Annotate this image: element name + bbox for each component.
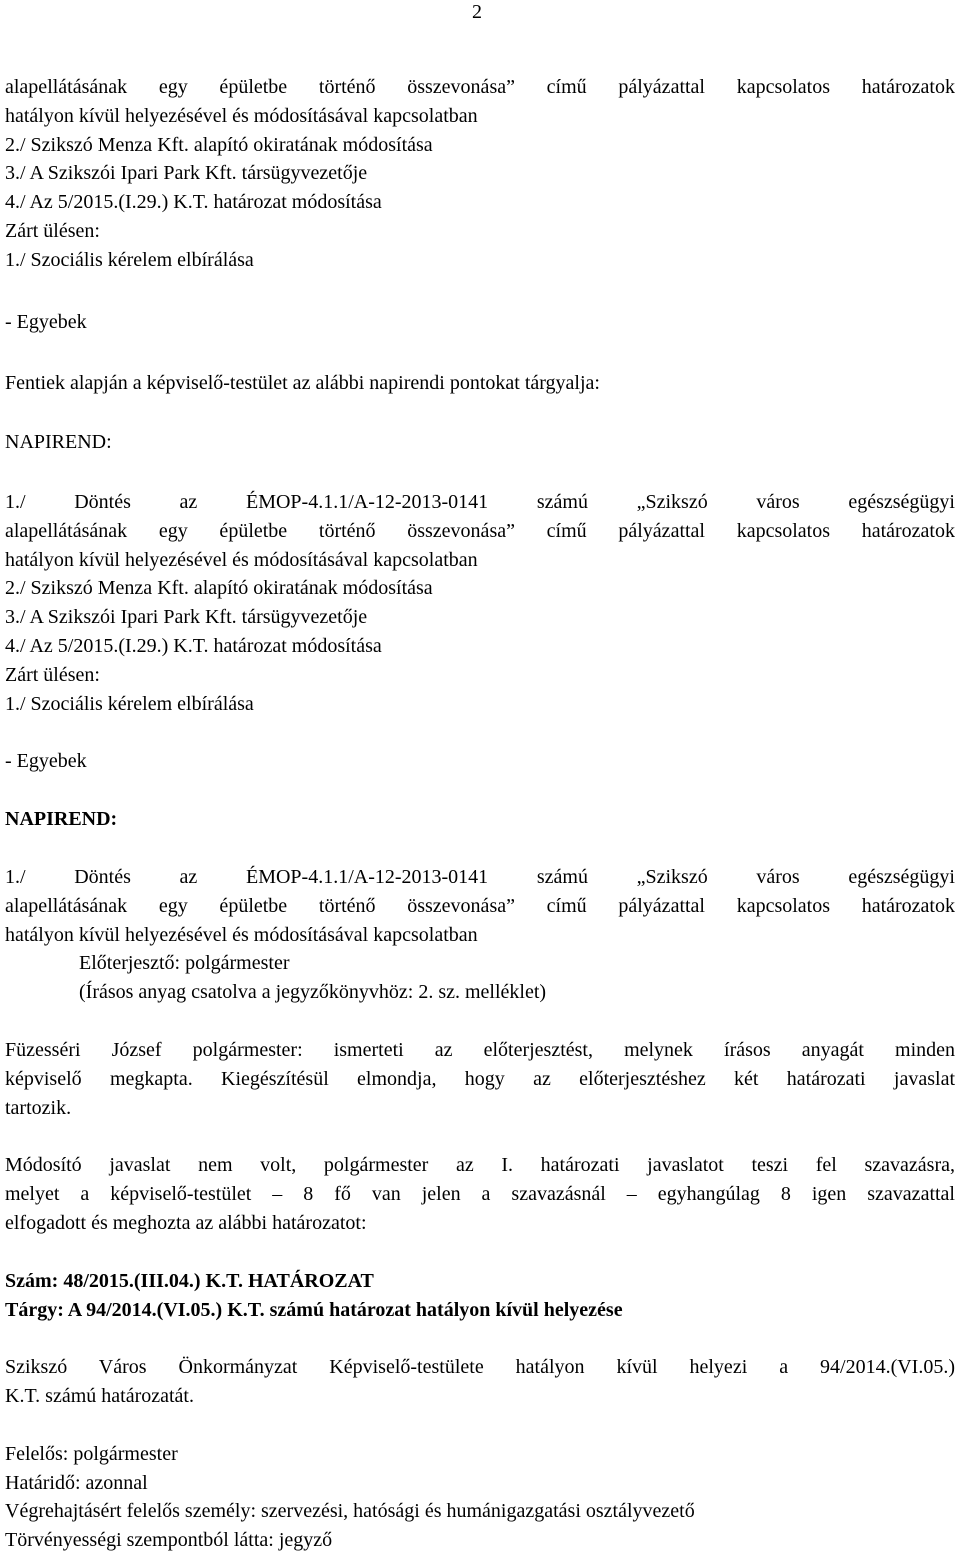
page-number: 2	[472, 1, 482, 23]
resolution-text-line-1: Szikszó Város Önkormányzat Képviselő-testülete hatályon kívül helyezi a 94/2014.(VI.05.)	[5, 1356, 955, 1379]
mayor-statement-line-2: képviselő megkapta. Kiegészítésül elmondja, hogy az előterjesztéshez két határozati javaslat	[5, 1067, 955, 1090]
resolution-number: Szám: 48/2015.(III.04.) K.T. HATÁROZAT	[5, 1269, 374, 1292]
mayor-statement-line-1: Füzesséri József polgármester: ismerteti az előterjesztést, melynek írásos anyagát minden	[5, 1038, 955, 1061]
agenda-item-4: 4./ Az 5/2015.(I.29.) K.T. határozat módosítása	[5, 634, 382, 657]
resolution-text-line-2: K.T. számú határozatát.	[5, 1385, 194, 1408]
agenda-item-3: 3./ A Szikszói Ipari Park Kft. társügyvezetője	[5, 606, 368, 629]
agenda-detail-item-1-line-1: 1./ Döntés az ÉMOP-4.1.1/A-12-2013-0141 számú „Szikszó város egészségügyi	[5, 865, 955, 888]
continued-item-4: 4./ Az 5/2015.(I.29.) K.T. határozat módosítása	[5, 191, 382, 214]
resolution-subject: Tárgy: A 94/2014.(VI.05.) K.T. számú határozat hatályon kívül helyezése	[5, 1298, 623, 1321]
vote-line-2: melyet a képviselő-testület – 8 fő van jelen a szavazásnál – egyhangúlag 8 igen szavazattal	[5, 1183, 955, 1206]
agenda-item-2: 2./ Szikszó Menza Kft. alapító okiratának módosítása	[5, 577, 433, 600]
mayor-statement-line-3: tartozik.	[5, 1096, 72, 1119]
agenda-detail	[5, 805, 955, 1007]
document-body	[5, 73, 955, 1555]
continued-item-3: 3./ A Szikszói Ipari Park Kft. társügyvezetője	[5, 162, 368, 185]
resolution	[5, 1267, 955, 1555]
continued-closed-item-1: 1./ Szociális kérelem elbírálása	[5, 248, 254, 271]
legal-review: Törvényességi szempontból látta: jegyző	[5, 1529, 333, 1552]
continued-other: - Egyebek	[5, 310, 87, 333]
executor: Végrehajtásért felelős személy: szervezési, hatósági és humánigazgatási osztályvezető	[5, 1500, 695, 1523]
agenda-item-1-line-1: 1./ Döntés az ÉMOP-4.1.1/A-12-2013-0141 számú „Szikszó város egészségügyi	[5, 490, 955, 513]
continued-agenda	[5, 73, 955, 336]
vote-line-1: Módosító javaslat nem volt, polgármester az I. határozati javaslatot teszi fel szavazásra,	[5, 1154, 955, 1177]
agenda-detail-item-1-line-3: hatályon kívül helyezésével és módosításával kapcsolatban	[5, 923, 478, 946]
continued-line-2: hatályon kívül helyezésével és módosításával kapcsolatban	[5, 104, 478, 127]
agenda-item-1-line-2: alapellátásának egy épületbe történő összevonása” című pályázattal kapcsolatos határozatok	[5, 519, 955, 542]
vote-paragraph	[5, 1151, 955, 1237]
responsible: Felelős: polgármester	[5, 1442, 178, 1465]
agenda-item-1-line-3: hatályon kívül helyezésével és módosításával kapcsolatban	[5, 548, 478, 571]
agenda-closed-heading: Zárt ülésen:	[5, 663, 100, 686]
vote-line-3: elfogadott és meghozta az alábbi határozatot:	[5, 1211, 367, 1234]
agenda-closed-item-1: 1./ Szociális kérelem elbírálása	[5, 692, 254, 715]
agenda-detail-item-1-line-2: alapellátásának egy épületbe történő összevonása” című pályázattal kapcsolatos határozatok	[5, 894, 955, 917]
continued-item-2: 2./ Szikszó Menza Kft. alapító okiratának módosítása	[5, 133, 433, 156]
presenter: Előterjesztő: polgármester	[79, 952, 290, 975]
agenda-other: - Egyebek	[5, 750, 87, 773]
agenda	[5, 428, 955, 776]
deadline: Határidő: azonnal	[5, 1471, 148, 1494]
agenda-detail-heading: NAPIREND:	[5, 808, 118, 831]
agenda-heading: NAPIREND:	[5, 431, 112, 454]
attachment-note: (Írásos anyag csatolva a jegyzőkönyvhöz: 2. sz. melléklet)	[79, 981, 547, 1004]
mayor-statement	[5, 1036, 955, 1122]
intro-text: Fentiek alapján a képviselő-testület az alábbi napirendi pontokat tárgyalja:	[5, 372, 600, 395]
continued-line-1: alapellátásának egy épületbe történő összevonása” című pályázattal kapcsolatos határozatok	[5, 76, 955, 98]
continued-closed-heading: Zárt ülésen:	[5, 219, 100, 242]
